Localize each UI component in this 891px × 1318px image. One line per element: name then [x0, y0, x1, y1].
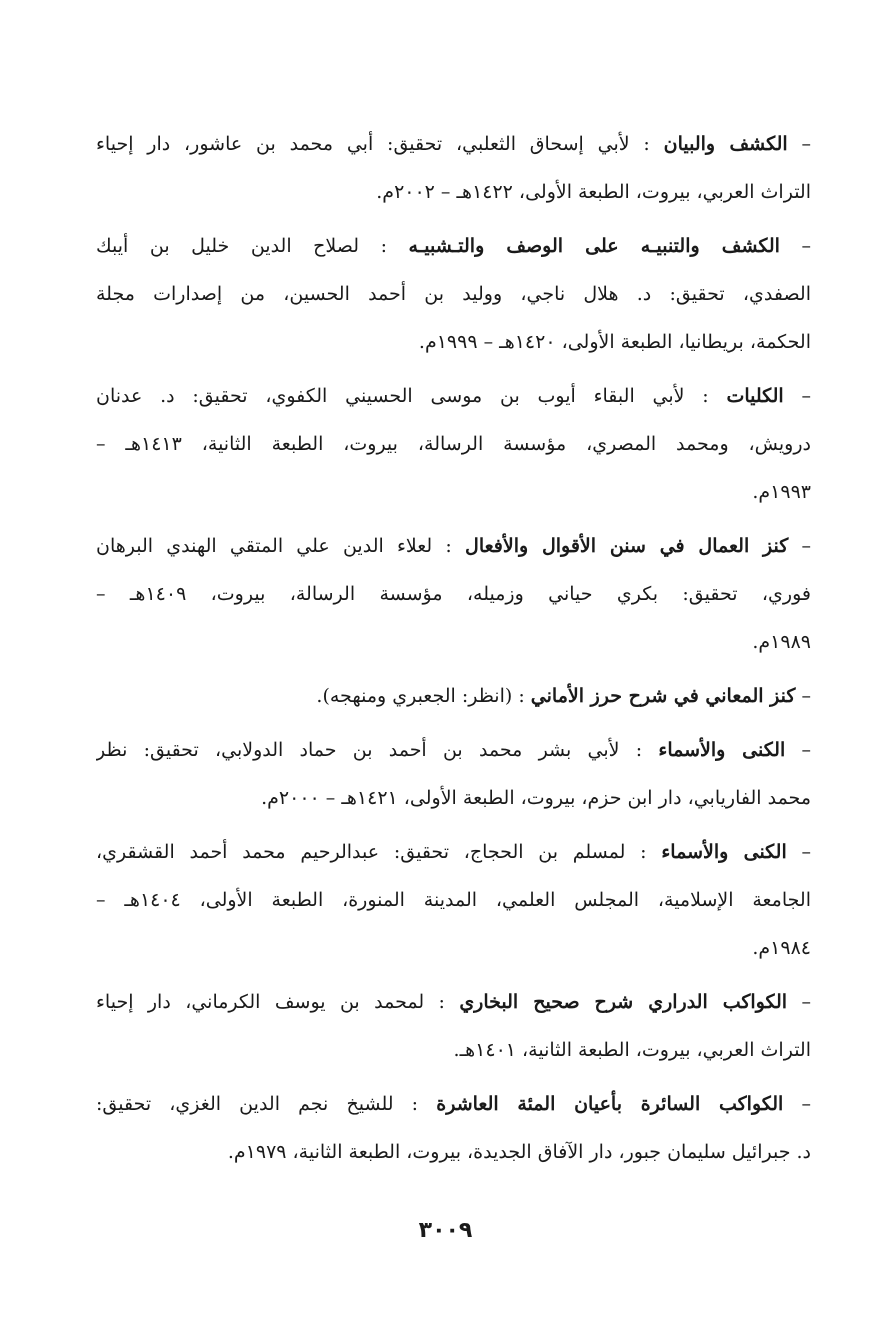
entry-continuation-line: ١٩٨٩م.	[752, 631, 811, 653]
bibliography-entry	[96, 672, 811, 720]
entry-continuation-line: الجامعة الإسلامية، المجلس العلمي، المدينة المنورة، الطبعة الأولى، ١٤٠٤هـ –	[96, 889, 811, 911]
bibliography-entry	[96, 726, 811, 822]
entry-text: : لأبي بشر محمد بن أحمد بن حماد الدولابي، تحقيق: نظر	[96, 739, 643, 761]
entry-dash: –	[801, 991, 811, 1013]
entry-title: الكليات	[726, 385, 784, 407]
bibliography-entry	[96, 1080, 811, 1176]
entry-dash: –	[801, 133, 811, 155]
entry-dash: –	[801, 385, 811, 407]
entry-continuation-line: التراث العربي، بيروت، الطبعة الثانية، ١٤٠١هـ.	[453, 1039, 811, 1061]
entry-dash: –	[801, 739, 811, 761]
entry-continuation-line: محمد الفاريابي، دار ابن حزم، بيروت، الطبعة الأولى، ١٤٢١هـ – ٢٠٠٠م.	[261, 787, 811, 809]
entry-dash: –	[801, 535, 811, 557]
entry-first-line	[96, 978, 811, 1026]
entry-continuation-line: درويش، ومحمد المصري، مؤسسة الرسالة، بيروت، الطبعة الثانية، ١٤١٣هـ –	[96, 433, 811, 455]
entry-first-line	[96, 222, 811, 270]
entry-first-line	[96, 828, 811, 876]
entry-continuation-line: ١٩٨٤م.	[752, 937, 811, 959]
entry-title: الكواكب الدراري شرح صحيح البخاري	[459, 991, 788, 1013]
entry-dash: –	[801, 1093, 811, 1115]
entry-text: : لأبي إسحاق الثعلبي، تحقيق: أبي محمد بن عاشور، دار إحياء	[96, 133, 650, 155]
page-number: ٣٠٠٩	[418, 1218, 473, 1243]
entry-dash: –	[801, 841, 811, 863]
entry-text: : لأبي البقاء أيوب بن موسى الحسيني الكفوي، تحقيق: د. عدنان	[96, 385, 709, 407]
entry-title: الكواكب السائرة بأعيان المئة العاشرة	[436, 1093, 784, 1115]
entry-continuation-line: د. جبرائيل سليمان جبور، دار الآفاق الجديدة، بيروت، الطبعة الثانية، ١٩٧٩م.	[227, 1141, 811, 1163]
entry-text: : لصلاح الدين خليل بن أيبك	[96, 235, 387, 257]
bibliography-entry	[96, 222, 811, 366]
entry-title: الكشف والبيان	[663, 133, 788, 155]
entry-title: الكنى والأسماء	[658, 739, 786, 761]
entry-title: الكنى والأسماء	[661, 841, 787, 863]
entry-continuation-line: الصفدي، تحقيق: د. هلال ناجي، ووليد بن أحمد الحسين، من إصدارات مجلة	[96, 283, 811, 305]
bibliography-page	[96, 120, 811, 1182]
entry-text: : (انظر: الجعبري ومنهجه).	[316, 685, 525, 707]
entry-first-line	[96, 1080, 811, 1128]
entry-dash: –	[801, 685, 811, 707]
entry-text: : لعلاء الدين علي المتقي الهندي البرهان	[96, 535, 452, 557]
entry-continuation-line: التراث العربي، بيروت، الطبعة الأولى، ١٤٢٢هـ – ٢٠٠٢م.	[376, 181, 811, 203]
entry-text: : لمسلم بن الحجاج، تحقيق: عبدالرحيم محمد أحمد القشقري،	[96, 841, 647, 863]
entry-text: : لمحمد بن يوسف الكرماني، دار إحياء	[96, 991, 445, 1013]
entry-continuation-line: الحكمة، بريطانيا، الطبعة الأولى، ١٤٢٠هـ – ١٩٩٩م.	[418, 331, 811, 353]
entry-first-line	[96, 726, 811, 774]
bibliography-entry	[96, 522, 811, 666]
entry-text: : للشيخ نجم الدين الغزي، تحقيق:	[96, 1093, 419, 1115]
entry-title: كنز العمال في سنن الأقوال والأفعال	[465, 535, 789, 557]
bibliography-entry	[96, 372, 811, 516]
entry-first-line	[96, 522, 811, 570]
entry-first-line	[96, 372, 811, 420]
entry-title: كنز المعاني في شرح حرز الأماني	[530, 685, 796, 707]
entry-first-line	[96, 672, 811, 720]
bibliography-entry	[96, 120, 811, 216]
entry-title: الكشف والتنبيـه على الوصف والتـشبيـه	[408, 235, 780, 257]
entry-dash: –	[801, 235, 811, 257]
entry-continuation-line: فوري، تحقيق: بكري حياني وزميله، مؤسسة الرسالة، بيروت، ١٤٠٩هـ –	[96, 583, 811, 605]
bibliography-entry	[96, 828, 811, 972]
bibliography-entry	[96, 978, 811, 1074]
entry-continuation-line: ١٩٩٣م.	[752, 481, 811, 503]
entry-first-line	[96, 120, 811, 168]
